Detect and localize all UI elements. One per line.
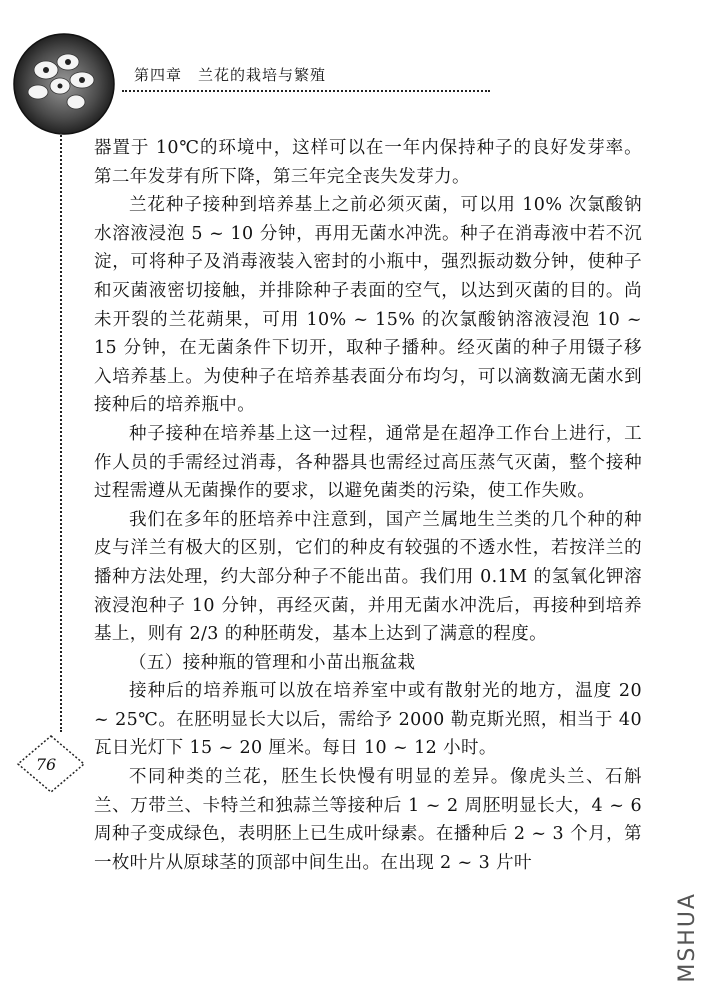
paragraph-sterilization: 兰花种子接种到培养基上之前必须灭菌，可以用 10% 次氯酸钠水溶液浸泡 5 ~ 10 分钟，再用无菌水冲洗。种子在消毒液中若不沉淀，可将种子及消毒液装入密封的小瓶中，强烈振动数分钟，使种子和灭菌液密切接触，并排除种子表面的空气，以达到灭菌的目的。尚未开裂的兰花蒴果，可用 10% ~ 15% 的次氯酸钠溶液浸泡 10 ~ 15 分钟，在无菌条件下切开，取种子播种。经灭菌的种子用镊子移入培养基上。为使种子在培养基表面分布均匀，可以滴数滴无菌水到接种后的培养瓶中。 <box>94 195 642 416</box>
section-heading: （五）接种瓶的管理和小苗出瓶盆栽 <box>129 652 416 673</box>
paragraph-growth-speed: 不同种类的兰花，胚生长快慢有明显的差异。像虎头兰、石斛兰、万带兰、卡特兰和独蒜兰等接种后 1 ~ 2 周胚明显长大，4 ~ 6 周种子变成绿色，表明胚上已生成叶绿素。在播种后 2 ~ 3 个月，第一枚叶片从原球茎的顶部中间生出。在出现 2 ~ 3 片叶 <box>94 767 642 873</box>
flower-ornament-icon <box>6 22 126 142</box>
paragraph-continued: 器置于 10℃的环境中，这样可以在一年内保持种子的良好发芽率。第二年发芽有所下降，第三年完全丧失发芽力。 <box>94 138 642 187</box>
paragraph-embryo-culture: 我们在多年的胚培养中注意到，国产兰属地生兰类的几个种的种皮与洋兰有极大的区别，它们的种皮有较强的不透水性，若按洋兰的播种方法处理，约大部分种子不能出苗。我们用 0.1M 的氢氧化钾溶液浸泡种子 10 分钟，再经灭菌，并用无菌水冲洗后，再接种到培养基上，则有 2/3 的种胚萌发，基本上达到了满意的程度。 <box>94 509 642 645</box>
paragraph-inoculation: 种子接种在培养基上这一过程，通常是在超净工作台上进行，工作人员的手需经过消毒，各种器具也需经过高压蒸气灭菌，整个接种过程需遵从无菌操作的要求，以避免菌类的污染，使工作失败。 <box>94 423 642 502</box>
paragraph-bottle-management: 接种后的培养瓶可以放在培养室中或有散射光的地方，温度 20 ~ 25℃。在胚明显长大以后，需给予 2000 勒克斯光照，相当于 40 瓦日光灯下 15 ~ 20 厘米。每日 10 ~ 12 小时。 <box>94 681 642 759</box>
page-number: 76 <box>35 755 57 774</box>
watermark: MSHUA <box>675 892 700 983</box>
body-text <box>94 134 642 877</box>
left-margin-chain <box>60 132 62 732</box>
header-divider <box>122 90 490 92</box>
chapter-header: 第四章 兰花的栽培与繁殖 <box>134 66 327 84</box>
